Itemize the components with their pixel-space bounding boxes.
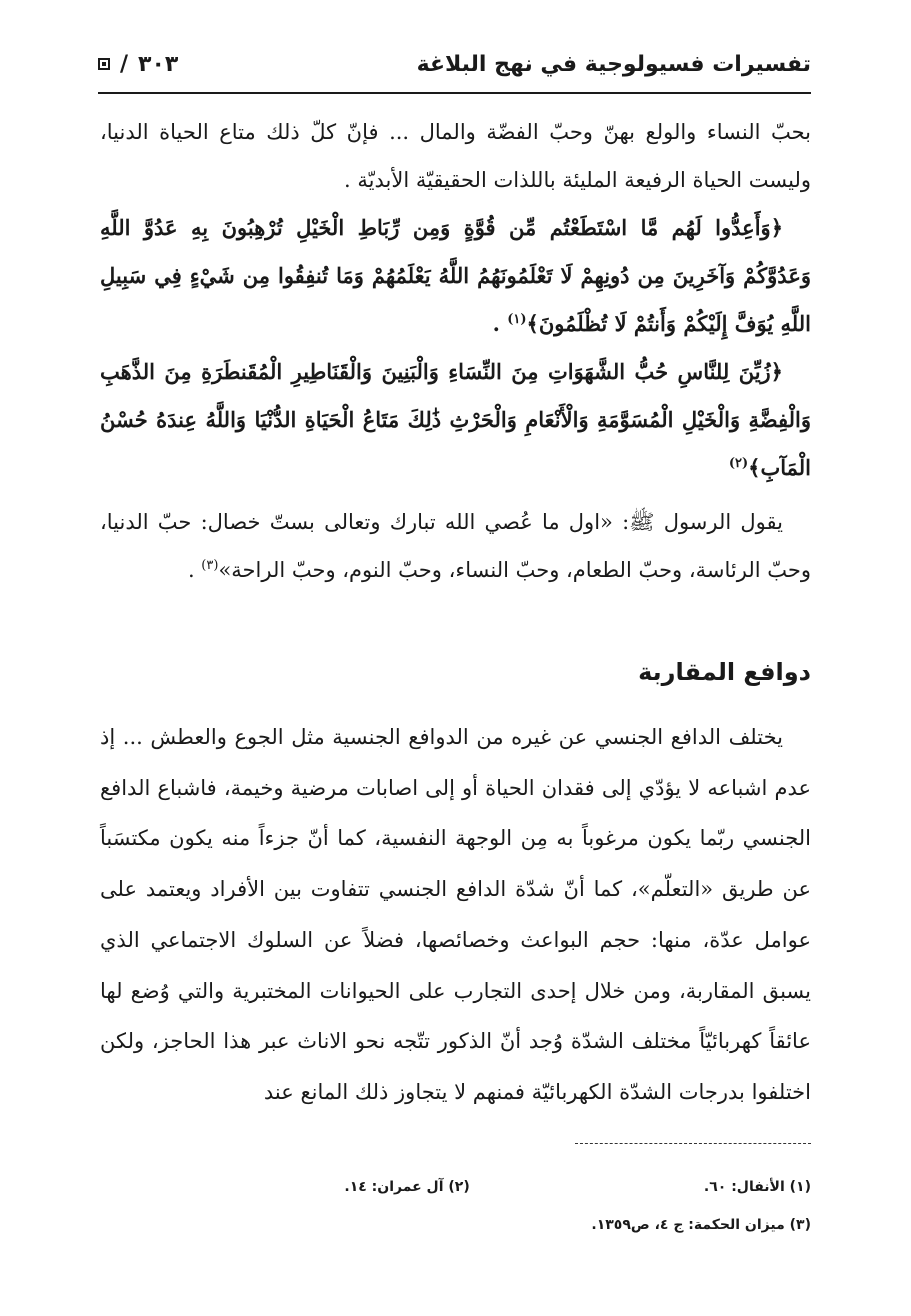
section-heading: دوافع المقاربة [638, 658, 811, 686]
footnote-ref-3: (٣) [201, 558, 219, 573]
page-separator: / [120, 51, 129, 77]
footnote-ref-1: (١) [507, 312, 527, 327]
header-rule [98, 92, 811, 94]
footnotes [100, 1168, 811, 1244]
page-marker-icon [98, 58, 110, 70]
footnote-rule [575, 1143, 811, 1144]
footnote-row [100, 1206, 811, 1244]
running-header [98, 44, 811, 84]
footnote-2: (٢) آل عمران: ١٤. [344, 1179, 470, 1195]
section-paragraph: يختلف الدافع الجنسي عن غيره من الدوافع الجنسية مثل الجوع والعطش ... إذ عدم اشباعه لا يؤدّي إلى فقدان الحياة أو إلى اصابات مرضية وخيمة، فاشباع الدافع الجنسي ربّما يكون مرغوباً به مِن الوجهة النفسية، كما أنّ جزءاً منه يكون مكتسَباً عن طريق «التعلّم»، كما أنّ شدّة الدافع الجنسي تتفاوت بين الأفراد ويعتمد على عوامل عدّة، منها: حجم البواعث وخصائصها، فضلاً عن السلوك الاجتماعي الذي يسبق المقاربة، ومن خلال إحدى التجارب على الحيوانات المختبرية والتي وُضع لها عائقاً كهربائيّاً مختلف الشدّة وُجد أنّ الذكور تتّجه نحو الاناث عبر هذا الحاجز، ولكن اختلفوا بدرجات الشدّة الكهربائيّة فمنهم لا يتجاوز ذلك المانع عند [100, 725, 811, 1104]
footnote-1: (١) الأنفال: ٦٠. [703, 1179, 811, 1195]
paragraph: بحبّ النساء والولع بهنّ وحبّ الفضّة والمال ... فإنّ كلّ ذلك متاع الحياة الدنيا، وليست الحياة الرفيعة المليئة باللذات الحقيقيّة الأبديّة . [100, 120, 811, 192]
page-number: ٣٠٣ [138, 51, 179, 77]
footnote-3: (٣) ميزان الحكمة: ج ٤، ص١٣٥٩. [591, 1217, 811, 1233]
hadith-paragraph [100, 498, 811, 594]
verse-text: ﴿وَأَعِدُّوا لَهُم مَّا اسْتَطَعْتُم مِّن قُوَّةٍ وَمِن رِّبَاطِ الْخَيْلِ تُرْهِبُونَ بِهِ عَدُوَّ اللَّهِ وَعَدُوَّكُمْ وَآخَرِينَ مِن دُونِهِمْ لَا تَعْلَمُونَهُمُ اللَّهُ يَعْلَمُهُمْ وَمَا تُنفِقُوا مِن شَيْءٍ فِي سَبِيلِ اللَّهِ يُوَفَّ إِلَيْكُمْ وَأَنتُمْ لَا تُظْلَمُونَ﴾ [100, 215, 811, 336]
verse-end: . [492, 311, 508, 336]
quran-verse-1 [100, 204, 811, 348]
hadith-text: يقول الرسول ﷺ: «اول ما عُصي الله تبارك وتعالى بستّ خصال: حبّ الدنيا، وحبّ الرئاسة، وحبّ الطعام، وحبّ النساء، وحبّ النوم، وحبّ الراحة» [100, 510, 811, 582]
verse-text: ﴿زُيِّنَ لِلنَّاسِ حُبُّ الشَّهَوَاتِ مِنَ النِّسَاءِ وَالْبَنِينَ وَالْقَنَاطِيرِ الْمُقَنطَرَةِ مِنَ الذَّهَبِ وَالْفِضَّةِ وَالْخَيْلِ الْمُسَوَّمَةِ وَالْأَنْعَامِ وَالْحَرْثِ ذَٰلِكَ مَتَاعُ الْحَيَاةِ الدُّنْيَا وَاللَّهُ عِندَهُ حُسْنُ الْمَآبِ﴾ [100, 359, 811, 480]
section-body [100, 712, 811, 1118]
body-text [100, 108, 811, 594]
footnote-ref-2: (٢) [728, 456, 749, 471]
hadith-end: . [187, 558, 202, 582]
book-title: تفسيرات فسيولوجية في نهج البلاغة [416, 51, 811, 77]
quran-verse-2 [100, 348, 811, 492]
footnote-row [100, 1168, 811, 1206]
page-number-group [98, 52, 178, 77]
